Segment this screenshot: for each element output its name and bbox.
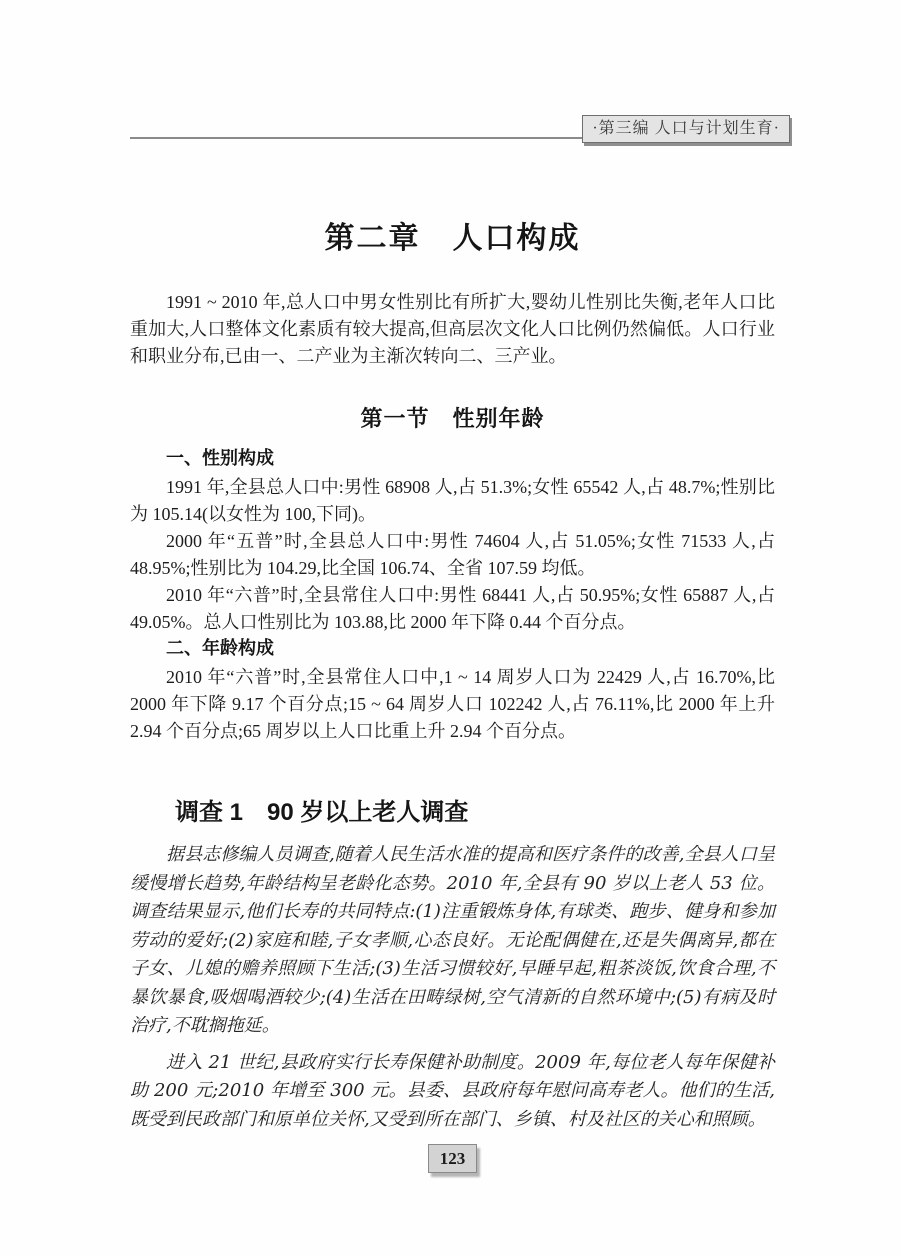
chapter-intro-paragraph: 1991 ~ 2010 年,总人口中男女性别比有所扩大,婴幼儿性别比失衡,老年人口比重加大,人口整体文化素质有较大提高,但高层次文化人口比例仍然偏低。人口行业和职业分布,已由一、二产业为主渐次转向二、三产业。 xyxy=(130,292,775,366)
survey-paragraph-longevity-traits: 据县志修编人员调查,随着人民生活水准的提高和医疗条件的改善,全县人口呈缓慢增长趋势,年龄结构呈老龄化态势。2010 年,全县有 90 岁以上老人 53 位。调查结果显示,他们长寿的共同特点:(1)注重锻炼身体,有球类、跑步、健身和参加劳动的爱好;(2)家庭和睦,子女孝顺,心态良好。无论配偶健在,还是失偶离异,都在子女、儿媳的赡养照顾下生活;(3)生活习惯较好,早睡早起,粗茶淡饭,饮食合理,不暴饮暴食,吸烟喝酒较少;(4)生活在田畴绿树,空气清新的自然环境中;(5)有病及时治疗,不耽搁拖延。 xyxy=(130,844,775,1036)
survey-title: 调查 1 90 岁以上老人调查 xyxy=(175,799,469,826)
part-title-badge: ·第三编 人口与计划生育· xyxy=(582,115,790,143)
page-header xyxy=(130,115,790,143)
paragraph-2010-age-structure: 2010 年“六普”时,全县常住人口中,1 ~ 14 周岁人口为 22429 人,占 16.70%,比 2000 年下降 9.17 个百分点;15 ~ 64 周岁人口 102242 人,占 76.11%,比 2000 年上升 2.94 个百分点;65 周岁以上人口比重上升 2.94 个百分点。 xyxy=(130,667,775,741)
header-rule xyxy=(130,137,582,139)
chapter-title: 第二章 人口构成 xyxy=(324,222,581,255)
footer xyxy=(130,1144,775,1173)
paragraph-1991-gender: 1991 年,全县总人口中:男性 68908 人,占 51.3%;女性 65542 人,占 48.7%;性别比为 105.14(以女性为 100,下同)。 xyxy=(130,477,775,524)
survey-paragraph-subsidy-policy: 进入 21 世纪,县政府实行长寿保健补助制度。2009 年,每位老人每年保健补助 200 元;2010 年增至 300 元。县委、县政府每年慰问高寿老人。他们的生活,既受到民政部门和原单位关怀,又受到所在部门、乡镇、村及社区的关心和照顾。 xyxy=(130,1051,775,1130)
paragraph-2010-census-gender: 2010 年“六普”时,全县常住人口中:男性 68441 人,占 50.95%;女性 65887 人,占 49.05%。总人口性别比为 103.88,比 2000 年下降 0.44 个百分点。 xyxy=(130,585,775,632)
page-number-badge: 123 xyxy=(428,1144,478,1173)
subsection-heading-age: 二、年龄构成 xyxy=(166,638,274,658)
page-content xyxy=(0,289,902,1173)
section-title: 第一节 性别年龄 xyxy=(360,406,545,431)
paragraph-2000-census-gender: 2000 年“五普”时,全县总人口中:男性 74604 人,占 51.05%;女性 71533 人,占 48.95%;性别比为 104.29,比全国 106.74、全省 107.59 均低。 xyxy=(130,531,775,578)
subsection-heading-gender: 一、性别构成 xyxy=(166,448,274,468)
